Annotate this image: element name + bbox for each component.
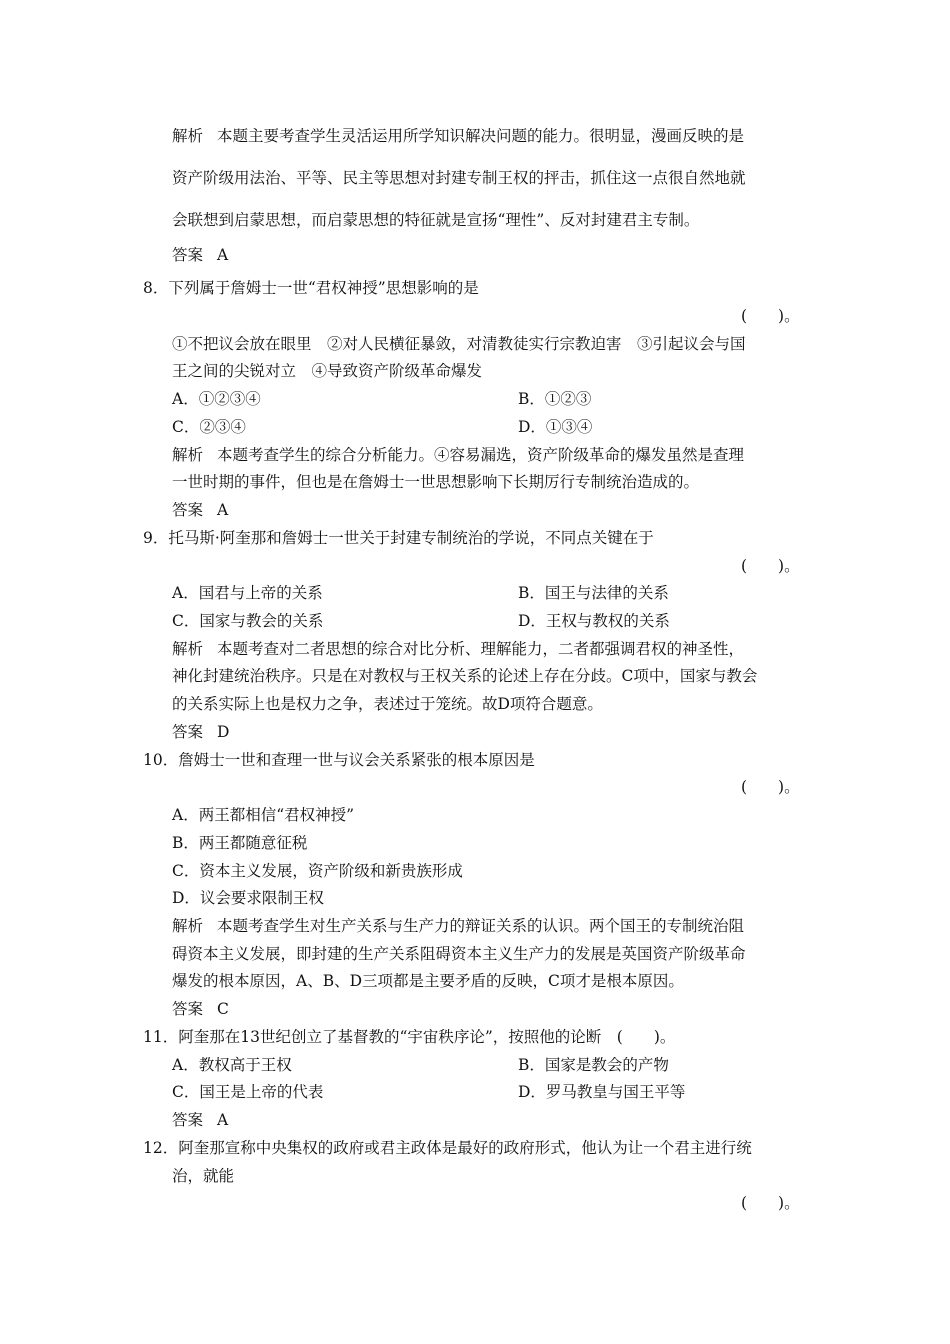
option-b: B．两王都随意征税 [172,834,308,852]
analysis-text: 本题考查学生的综合分析能力。④容易漏选，资产阶级革命的爆发虽然是查理 [217,446,745,464]
question-stem-cont: 治，就能 [172,1167,235,1185]
answer-line [172,500,228,520]
answer-line [172,999,229,1019]
answer-blank: ( )。 [741,557,800,575]
option-d: D．王权与教权的关系 [518,612,670,630]
option-c: C．国王是上帝的代表 [172,1083,324,1101]
option-d: D．罗马教皇与国王平等 [518,1083,686,1101]
question-stem: 8．下列属于詹姆士一世“君权神授”思想影响的是 [143,279,479,297]
option-c: C．资本主义发展，资产阶级和新贵族形成 [172,862,463,880]
analysis-label: 解析 [172,446,204,464]
analysis-label: 解析 [172,127,204,145]
answer-blank: ( )。 [741,778,800,796]
option-d: D．议会要求限制王权 [172,889,324,907]
option-c: C．②③④ [172,418,246,436]
option-b: B．国家是教会的产物 [518,1056,669,1074]
analysis-line [172,445,744,465]
analysis-text: 本题考查对二者思想的综合对比分析、理解能力，二者都强调君权的神圣性， [217,640,745,658]
analysis-line: 资产阶级用法治、平等、民主等思想对封建专制王权的抨击，抓住这一点很自然地就 [172,169,746,187]
question-stem: 11．阿奎那在13世纪创立了基督教的“宇宙秩序论”，按照他的论断 ( )。 [143,1028,676,1046]
answer-value: A [217,246,229,264]
option-d: D．①③④ [518,418,593,436]
option-c: C．国家与教会的关系 [172,612,324,630]
analysis-line: 的关系实际上也是权力之争，表述过于笼统。故D项符合题意。 [172,695,603,713]
option-b: B．①②③ [518,390,592,408]
option-a: A．教权高于王权 [172,1056,292,1074]
analysis-line: 一世时期的事件，但也是在詹姆士一世思想影响下长期厉行专制统治造成的。 [172,473,700,491]
question-stem: 9．托马斯·阿奎那和詹姆士一世关于封建专制统治的学说，不同点关键在于 [143,529,654,547]
answer-label: 答案 [172,1000,204,1018]
analysis-line [172,126,744,146]
answer-label: 答案 [172,501,204,519]
question-stem: 12．阿奎那宣称中央集权的政府或君主政体是最好的政府形式，他认为让一个君主进行统 [143,1139,752,1157]
analysis-line [172,639,744,659]
analysis-label: 解析 [172,640,204,658]
answer-line [172,1110,228,1130]
analysis-line: 会联想到启蒙思想，而启蒙思想的特征就是宣扬“理性”、反对封建君主专制。 [172,211,700,229]
question-item: ①不把议会放在眼里 ②对人民横征暴敛，对清教徒实行宗教迫害 ③引起议会与国 [172,335,746,353]
option-a: A．①②③④ [172,390,261,408]
answer-blank: ( )。 [741,307,800,325]
option-b: B．国王与法律的关系 [518,584,669,602]
answer-line [172,722,229,742]
answer-blank: ( )。 [741,1194,800,1212]
answer-line [172,245,228,265]
question-item: 王之间的尖锐对立 ④导致资产阶级革命爆发 [172,362,483,380]
option-a: A．国君与上帝的关系 [172,584,323,602]
answer-label: 答案 [172,1111,204,1129]
analysis-line: 碍资本主义发展，即封建的生产关系阻碍资本主义生产力的发展是英国资产阶级革命 [172,945,746,963]
question-stem: 10．詹姆士一世和查理一世与议会关系紧张的根本原因是 [143,751,535,769]
analysis-line: 神化封建统治秩序。只是在对教权与王权关系的论述上存在分歧。C项中，国家与教会 [172,667,758,685]
answer-value: D [217,723,230,741]
answer-value: A [217,501,229,519]
analysis-text: 本题考查学生对生产关系与生产力的辩证关系的认识。两个国王的专制统治阻 [217,917,745,935]
answer-value: C [217,1000,229,1018]
analysis-line [172,916,744,936]
option-a: A．两王都相信“君权神授” [172,806,355,824]
answer-label: 答案 [172,723,204,741]
answer-label: 答案 [172,246,204,264]
answer-value: A [217,1111,229,1129]
analysis-text: 本题主要考查学生灵活运用所学知识解决问题的能力。很明显，漫画反映的是 [217,127,745,145]
analysis-line: 爆发的根本原因，A、B、D三项都是主要矛盾的反映，C项才是根本原因。 [172,972,684,990]
analysis-label: 解析 [172,917,204,935]
